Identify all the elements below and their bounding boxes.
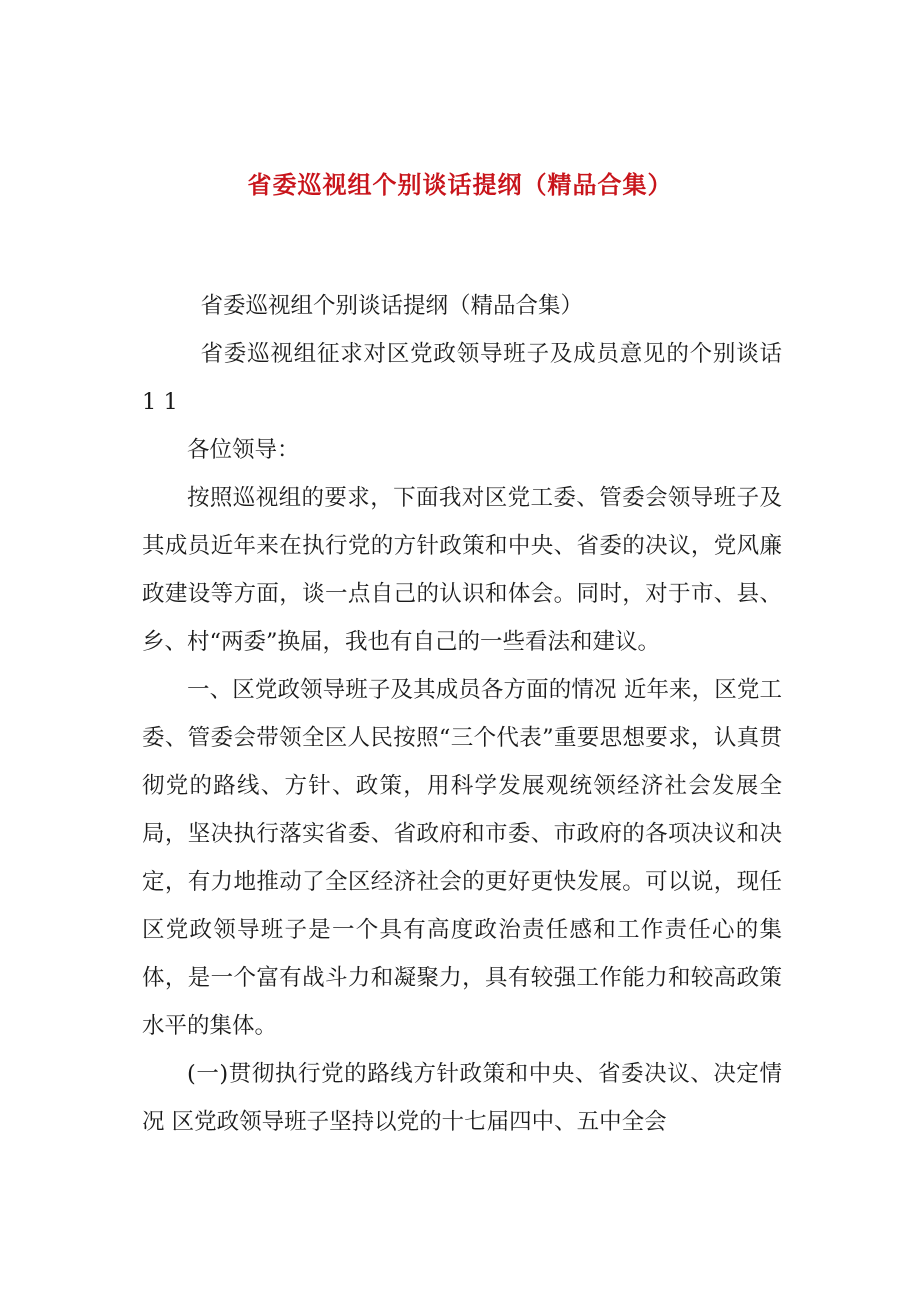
paragraph-subsection-one: (一)贯彻执行党的路线方针政策和中央、省委决议、决定情况 区党政领导班子坚持以党的十七届四中、五中全会	[142, 1061, 782, 1135]
paragraph-salutation: 各位领导：	[187, 437, 300, 463]
paragraph-section-one: 一、区党政领导班子及其成员各方面的情况 近年来，区党工委、管委会带领全区人民按照“三个代表”重要思想要求，认真贯彻党的路线、方针、政策，用科学发展观统领经济社会发展全局，坚决执行落实省委、省政府和市委、市政府的各项决议和决定，有力地推动了全区经济社会的更好更快发展。可以说，现任区党政领导班子是一个具有高度政治责任感和工作责任心的集体，是一个富有战斗力和凝聚力，具有较强工作能力和较高政策水平的集体。	[142, 677, 782, 1039]
document-body	[142, 282, 782, 1146]
paragraph-intro: 按照巡视组的要求，下面我对区党工委、管委会领导班子及其成员近年来在执行党的方针政策和中央、省委的决议，党风廉政建设等方面，谈一点自己的认识和体会。同时，对于市、县、乡、村“两委”换届，我也有自己的一些看法和建议。	[142, 485, 782, 655]
document-title: 省委巡视组个别谈话提纲（精品合集）	[247, 170, 673, 199]
paragraph-subtitle: 省委巡视组个别谈话提纲（精品合集）	[200, 293, 584, 319]
paragraph-heading: 省委巡视组征求对区党政领导班子及成员意见的个别谈话 1 1	[142, 341, 782, 415]
